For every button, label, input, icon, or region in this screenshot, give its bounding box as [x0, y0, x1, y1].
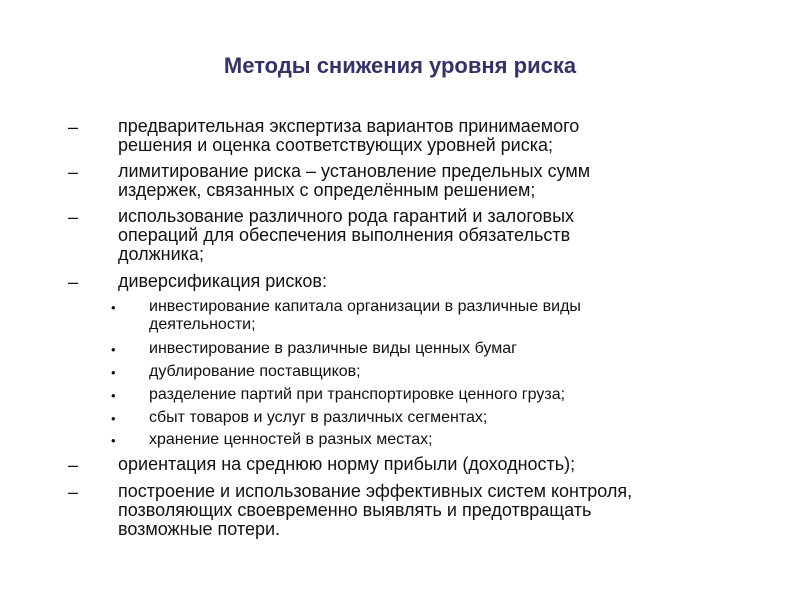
dash-marker: – [68, 272, 79, 292]
dash-marker: – [68, 207, 79, 227]
list-item-text: ориентация на среднюю норму прибыли (доходность); [118, 454, 576, 474]
dash-marker: – [68, 117, 79, 137]
sub-item-text: разделение партий при транспортировке ценного груза; [149, 386, 566, 403]
list-item-text: диверсификация рисков: [118, 271, 327, 291]
bullet-marker: • [111, 411, 116, 426]
list-item-text: использование различного рода гарантий и залоговых операций для обеспечения выполнения обязательств должника; [118, 206, 575, 264]
bullet-marker: • [111, 365, 116, 380]
bullet-marker: • [111, 300, 116, 315]
dash-marker: – [68, 162, 79, 182]
sub-item-text: хранение ценностей в разных местах; [149, 431, 433, 448]
sub-item-text: инвестирование в различные виды ценных бумаг [149, 340, 517, 357]
bullet-marker: • [111, 342, 116, 357]
slide-title: Методы снижения уровня риска [223, 53, 577, 78]
list-item-text: построение и использование эффективных систем контроля, позволяющих своевременно выявлять и предотвращать возможные потери. [118, 481, 633, 539]
list-item-text: лимитирование риска – установление предельных сумм издержек, связанных с определённым решением; [118, 161, 591, 200]
list-item-text: предварительная экспертиза вариантов принимаемого решения и оценка соответствующих уровней риска; [118, 116, 580, 155]
sub-item-text: сбыт товаров и услуг в различных сегментах; [149, 409, 488, 426]
sub-item-text: инвестирование капитала организации в различные виды деятельности; [149, 298, 581, 333]
dash-marker: – [68, 455, 79, 475]
sub-item-text: дублирование поставщиков; [149, 363, 361, 380]
dash-marker: – [68, 482, 79, 502]
bullet-marker: • [111, 433, 116, 448]
bullet-marker: • [111, 388, 116, 403]
